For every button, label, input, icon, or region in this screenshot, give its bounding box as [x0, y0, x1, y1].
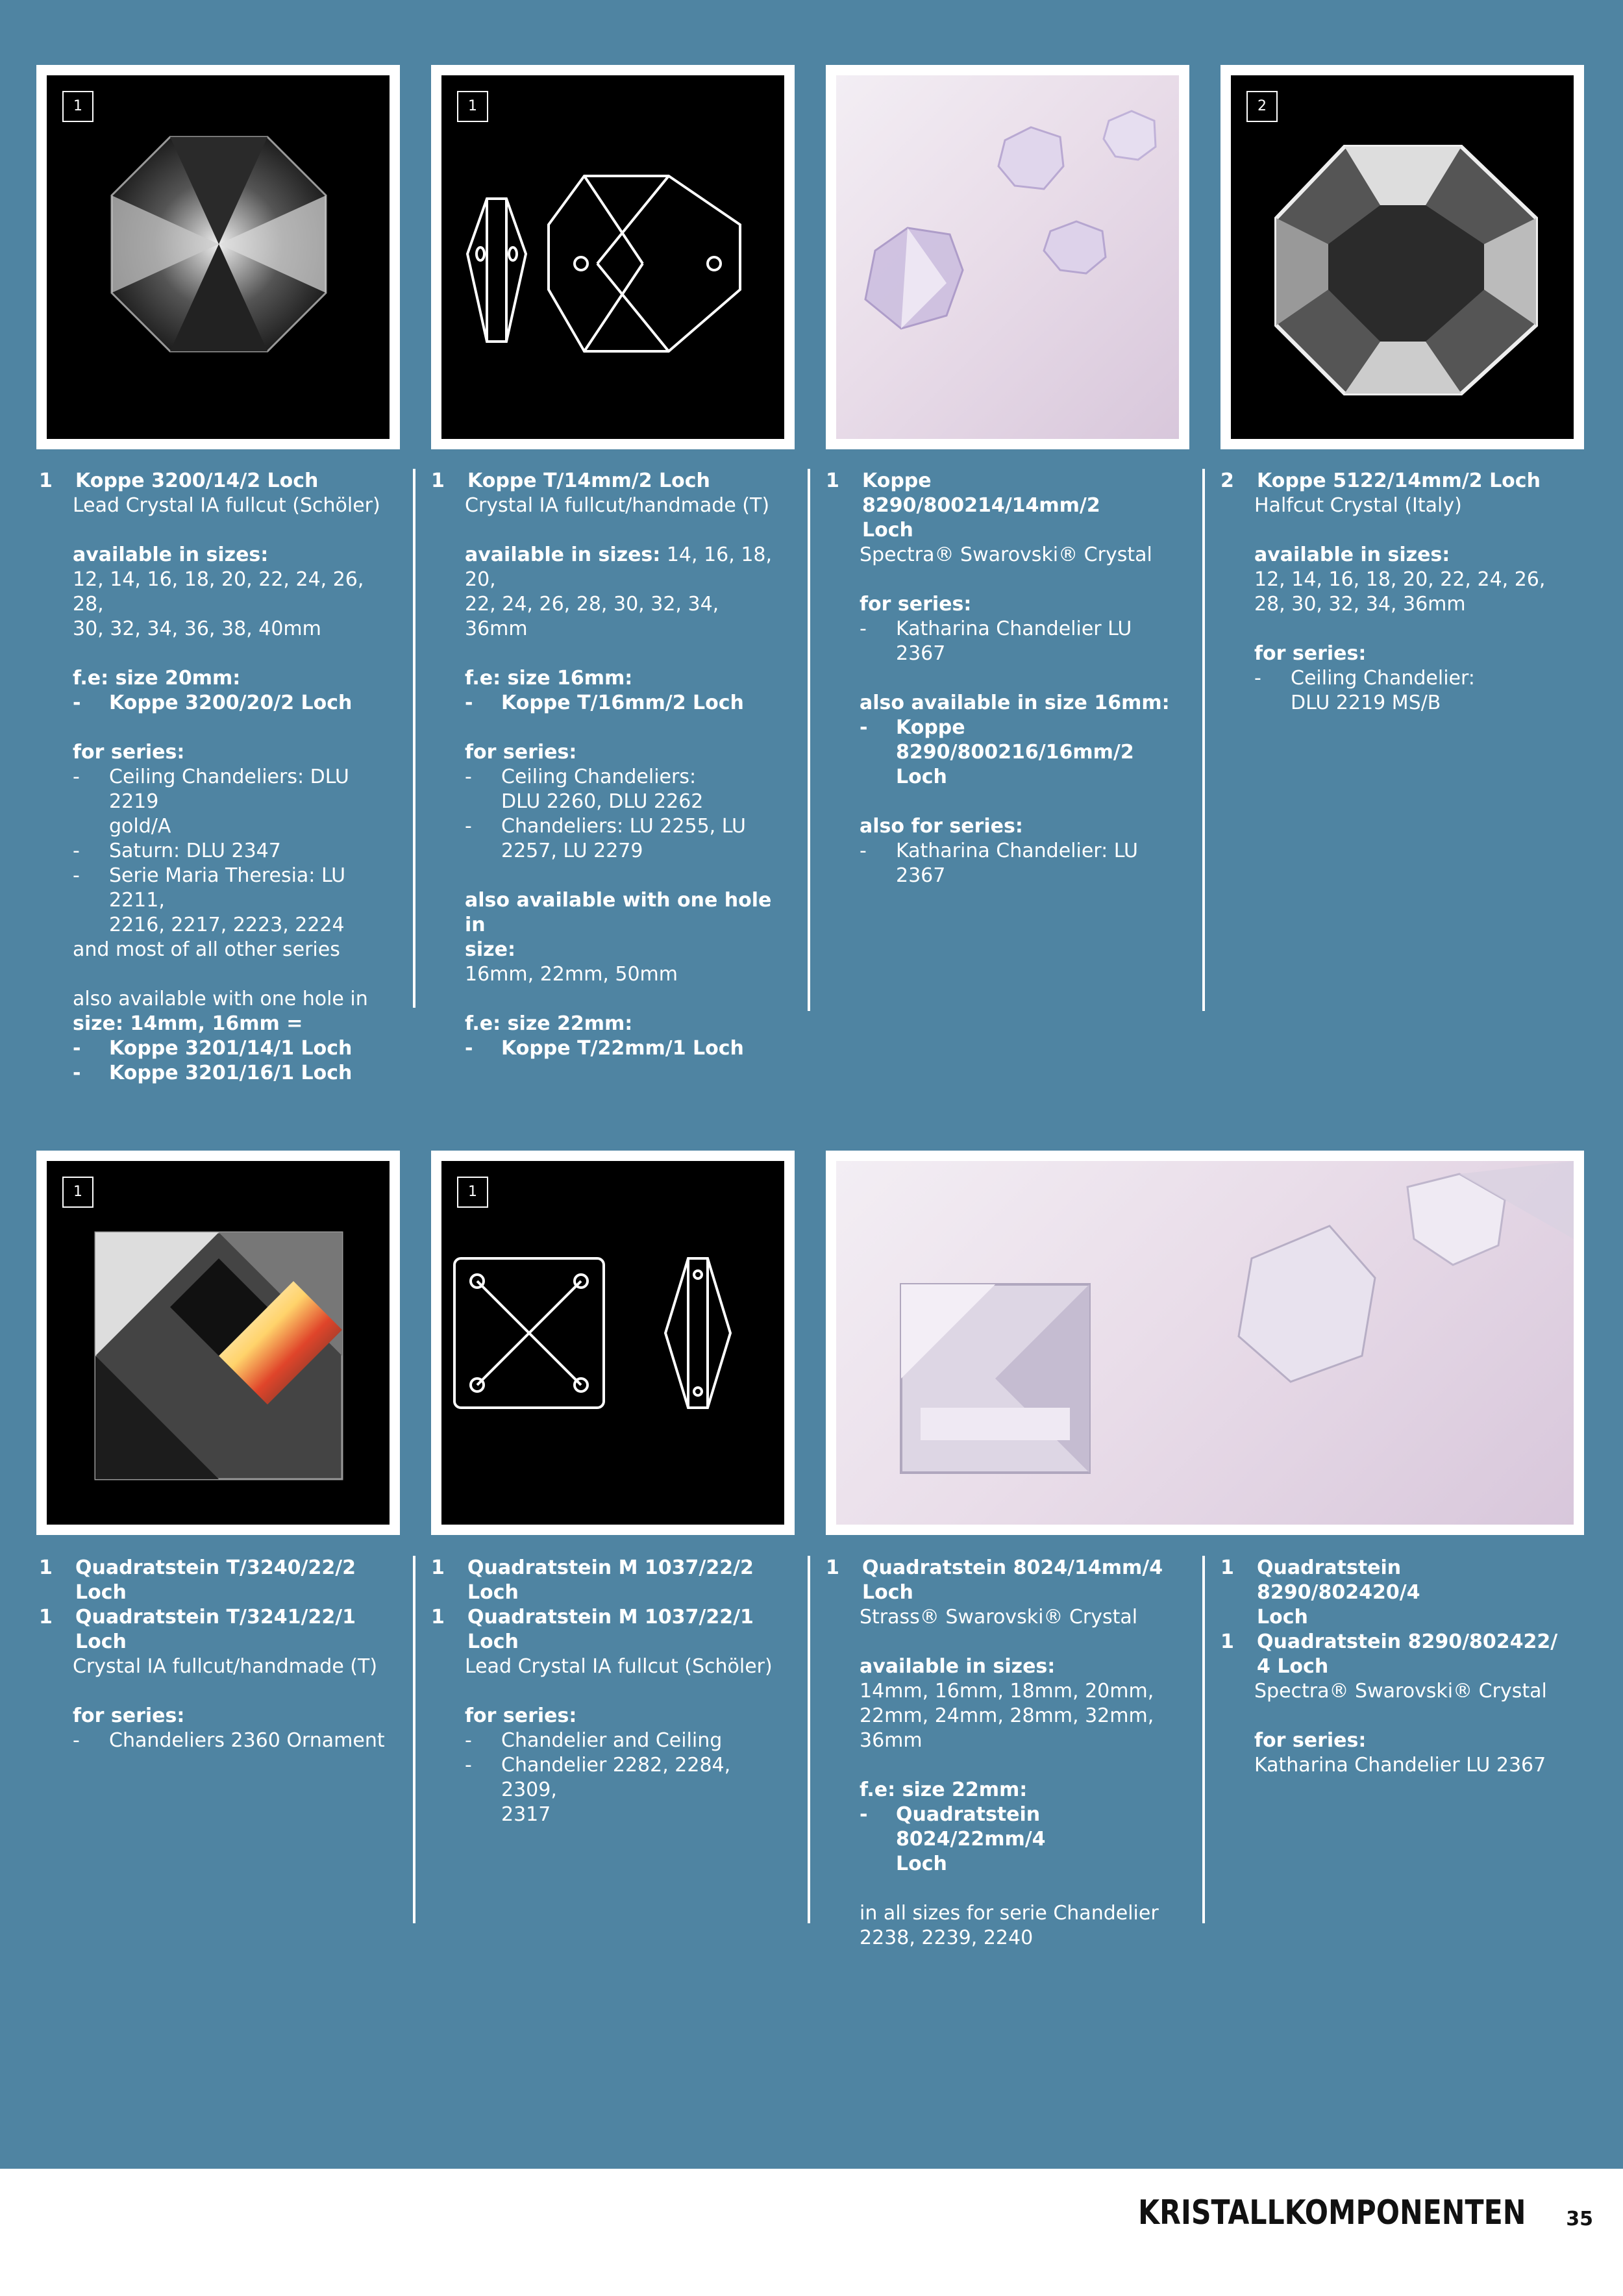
figure-number-badge: 1	[62, 1177, 93, 1208]
series-label: for series:	[73, 741, 185, 764]
series-label: for series:	[465, 741, 577, 764]
series-label: for series:	[860, 593, 972, 616]
product-photo-koppe-8290	[826, 65, 1189, 449]
one-hole-item: Koppe 3201/14/1 Loch	[109, 1037, 353, 1060]
dash: -	[465, 692, 473, 714]
dash: -	[860, 716, 868, 739]
page-number: 35	[1566, 2208, 1593, 2230]
item-koppe-5122	[1202, 469, 1566, 1011]
series-entry-cont: DLU 2219 MS/B	[1291, 692, 1441, 714]
example-value: Koppe T/22mm/1 Loch	[501, 1037, 744, 1060]
series-entry: Serie Maria Theresia: LU 2211,	[109, 864, 346, 912]
dash: -	[465, 1729, 472, 1752]
also-series-label: also for series:	[860, 815, 1023, 838]
dash: -	[860, 618, 867, 640]
series-entry: Katharina Chandelier LU 2367	[1254, 1754, 1546, 1777]
item-title: Koppe 3200/14/2 Loch	[75, 469, 319, 492]
dash: -	[73, 1037, 81, 1060]
example-value: Koppe 3200/20/2 Loch	[109, 692, 353, 714]
item-title: Quadratstein T/3240/22/2 Loch	[75, 1556, 356, 1604]
item-number: 1	[1220, 1630, 1234, 1653]
one-hole-note: also available with one hole in	[465, 889, 772, 936]
item-title: Koppe 8290/800214/14mm/2	[862, 469, 1100, 517]
dash: -	[1254, 667, 1261, 690]
one-hole-item: Koppe 3201/16/1 Loch	[109, 1062, 353, 1084]
item-title: Koppe T/14mm/2 Loch	[467, 469, 710, 492]
product-photo-quadratstein-8024	[826, 1151, 1584, 1535]
series-entry: Chandeliers 2360 Ornament	[109, 1729, 385, 1752]
item-number: 1	[39, 1606, 53, 1628]
item-title-cont: 4 Loch	[1257, 1655, 1329, 1678]
product-image-koppe-3200	[36, 65, 400, 449]
product-image-quadratstein-t3240	[36, 1151, 400, 1535]
dash: -	[465, 766, 472, 788]
series-entry: Katharina Chandelier: LU 2367	[896, 840, 1138, 887]
dash: -	[73, 692, 81, 714]
item-quadratstein-m1037	[413, 1556, 776, 1923]
item-number: 1	[39, 469, 53, 492]
sizes-line: 12, 14, 16, 18, 20, 22, 24, 26,	[1254, 568, 1546, 591]
series-entry-cont: gold/A	[109, 815, 171, 838]
item-title: Quadratstein 8290/802420/4	[1257, 1556, 1420, 1604]
example-label: f.e: size 22mm:	[860, 1778, 1028, 1801]
one-hole-note: size:	[465, 938, 515, 961]
item-number: 1	[431, 469, 445, 492]
sizes-label: available in sizes:	[860, 1655, 1056, 1678]
example-label: f.e: size 20mm:	[73, 667, 241, 690]
sizes-label: available in sizes:	[73, 543, 269, 566]
series-entry: Katharina Chandelier LU 2367	[896, 618, 1132, 665]
dash: -	[465, 1754, 472, 1777]
product-image-koppe-5122	[1220, 65, 1584, 449]
series-entry: Ceiling Chandeliers:	[501, 766, 697, 788]
series-note: and most of all other series	[73, 938, 340, 961]
dash: -	[465, 815, 472, 838]
series-entry: Ceiling Chandelier:	[1291, 667, 1475, 690]
item-title: Quadratstein M 1037/22/2 Loch	[467, 1556, 754, 1604]
item-subtitle: Halfcut Crystal (Italy)	[1254, 494, 1462, 517]
example-value-cont: Loch	[896, 1853, 947, 1875]
sizes-line: 22, 24, 26, 28, 30, 32, 34, 36mm	[465, 593, 719, 640]
item-koppe-3200	[36, 469, 400, 1086]
example-label: f.e: size 22mm:	[465, 1012, 633, 1035]
item-title: Quadratstein M 1037/22/1 Loch	[467, 1606, 754, 1653]
item-subtitle: Lead Crystal IA fullcut (Schöler)	[73, 494, 380, 517]
sizes-label: available in sizes:	[465, 543, 661, 566]
square-line-drawing	[441, 1161, 784, 1525]
dash: -	[73, 1729, 80, 1752]
dash: -	[73, 1062, 81, 1084]
series-label: for series:	[1254, 642, 1367, 665]
series-entry-cont: 2257, LU 2279	[501, 840, 643, 862]
one-hole-sizes: size: 14mm, 16mm =	[73, 1012, 303, 1035]
item-title: Koppe 5122/14mm/2 Loch	[1257, 469, 1541, 492]
square-crystal-photo	[47, 1161, 390, 1525]
dash: -	[860, 1803, 868, 1826]
square-crystals-photo	[836, 1161, 1574, 1525]
also-item-cont: Loch	[896, 766, 947, 788]
dash: -	[73, 840, 80, 862]
series-entry: Chandelier and Ceiling	[501, 1729, 723, 1752]
figure-number-badge: 2	[1246, 91, 1278, 122]
item-koppe-t14	[413, 469, 776, 1060]
example-value: Koppe T/16mm/2 Loch	[501, 692, 744, 714]
item-number: 1	[431, 1606, 445, 1628]
series-entry: Chandelier 2282, 2284, 2309,	[501, 1754, 731, 1801]
item-subtitle: Spectra® Swarovski® Crystal	[860, 543, 1152, 566]
series-entry: Saturn: DLU 2347	[109, 840, 281, 862]
series-entry-cont: DLU 2260, DLU 2262	[501, 790, 704, 813]
item-title-cont: Loch	[862, 519, 913, 542]
item-title: Quadratstein 8290/802422/	[1257, 1630, 1558, 1653]
section-title: KRISTALLKOMPONENTEN	[1137, 2193, 1526, 2232]
series-entry-cont: 2216, 2217, 2223, 2224	[109, 914, 345, 936]
example-value: Quadratstein 8024/22mm/4	[896, 1803, 1046, 1851]
series-note: in all sizes for serie Chandelier	[860, 1902, 1159, 1925]
item-subtitle: Crystal IA fullcut/handmade (T)	[465, 494, 770, 517]
item-title: Quadratstein 8024/14mm/4 Loch	[862, 1556, 1163, 1604]
sizes-line: 22mm, 24mm, 28mm, 32mm,	[860, 1704, 1154, 1727]
sizes-line: 14, 16, 18, 20,	[465, 543, 773, 591]
item-quadratstein-8024	[808, 1556, 1171, 1949]
item-number: 1	[826, 1556, 839, 1579]
sizes-line: 30, 32, 34, 36, 38, 40mm	[73, 618, 321, 640]
item-number: 2	[1220, 469, 1234, 492]
octagon-line-drawing	[441, 75, 784, 439]
item-title: Quadratstein T/3241/22/1 Loch	[75, 1606, 356, 1653]
series-entry: Ceiling Chandeliers: DLU 2219	[109, 766, 349, 813]
halfcut-octagon-photo	[1231, 75, 1574, 439]
item-title-cont: Loch	[1257, 1606, 1308, 1628]
item-number: 1	[826, 469, 839, 492]
one-hole-note: also available with one hole in	[73, 988, 368, 1010]
series-entry: Chandeliers: LU 2255, LU	[501, 815, 746, 838]
item-quadratstein-8290	[1202, 1556, 1566, 1923]
figure-number-badge: 1	[457, 1177, 488, 1208]
series-label: for series:	[465, 1704, 577, 1727]
dash: -	[465, 1037, 473, 1060]
figure-number-badge: 1	[62, 91, 93, 122]
dash: -	[73, 766, 80, 788]
series-label: for series:	[73, 1704, 185, 1727]
page-footer	[0, 2169, 1623, 2296]
item-quadratstein-t3240	[36, 1556, 400, 1753]
also-item: Koppe 8290/800216/16mm/2	[896, 716, 1134, 764]
item-subtitle: Lead Crystal IA fullcut (Schöler)	[465, 1655, 773, 1678]
dash: -	[860, 840, 867, 862]
one-hole-sizes: 16mm, 22mm, 50mm	[465, 963, 678, 986]
item-number: 1	[431, 1556, 445, 1579]
series-label: for series:	[1254, 1729, 1367, 1752]
sizes-line: 14mm, 16mm, 18mm, 20mm,	[860, 1680, 1154, 1703]
octagon-crystal-photo	[47, 75, 390, 439]
sizes-line: 28, 30, 32, 34, 36mm	[1254, 593, 1466, 616]
product-image-quadratstein-m1037	[431, 1151, 795, 1535]
sizes-line: 36mm	[860, 1729, 923, 1752]
also-available-label: also available in size 16mm:	[860, 692, 1170, 714]
series-note: 2238, 2239, 2240	[860, 1927, 1034, 1949]
series-entry-cont: 2317	[501, 1803, 551, 1826]
item-number: 1	[39, 1556, 53, 1579]
example-label: f.e: size 16mm:	[465, 667, 633, 690]
product-image-koppe-t14	[431, 65, 795, 449]
dash: -	[73, 864, 80, 887]
spectra-crystal-photo	[836, 75, 1179, 439]
sizes-line: 12, 14, 16, 18, 20, 22, 24, 26, 28,	[73, 568, 364, 616]
item-subtitle: Crystal IA fullcut/handmade (T)	[73, 1655, 378, 1678]
item-koppe-8290	[808, 469, 1171, 1011]
item-subtitle: Spectra® Swarovski® Crystal	[1254, 1680, 1547, 1703]
sizes-label: available in sizes:	[1254, 543, 1450, 566]
figure-number-badge: 1	[457, 91, 488, 122]
item-subtitle: Strass® Swarovski® Crystal	[860, 1606, 1138, 1628]
item-number: 1	[1220, 1556, 1234, 1579]
